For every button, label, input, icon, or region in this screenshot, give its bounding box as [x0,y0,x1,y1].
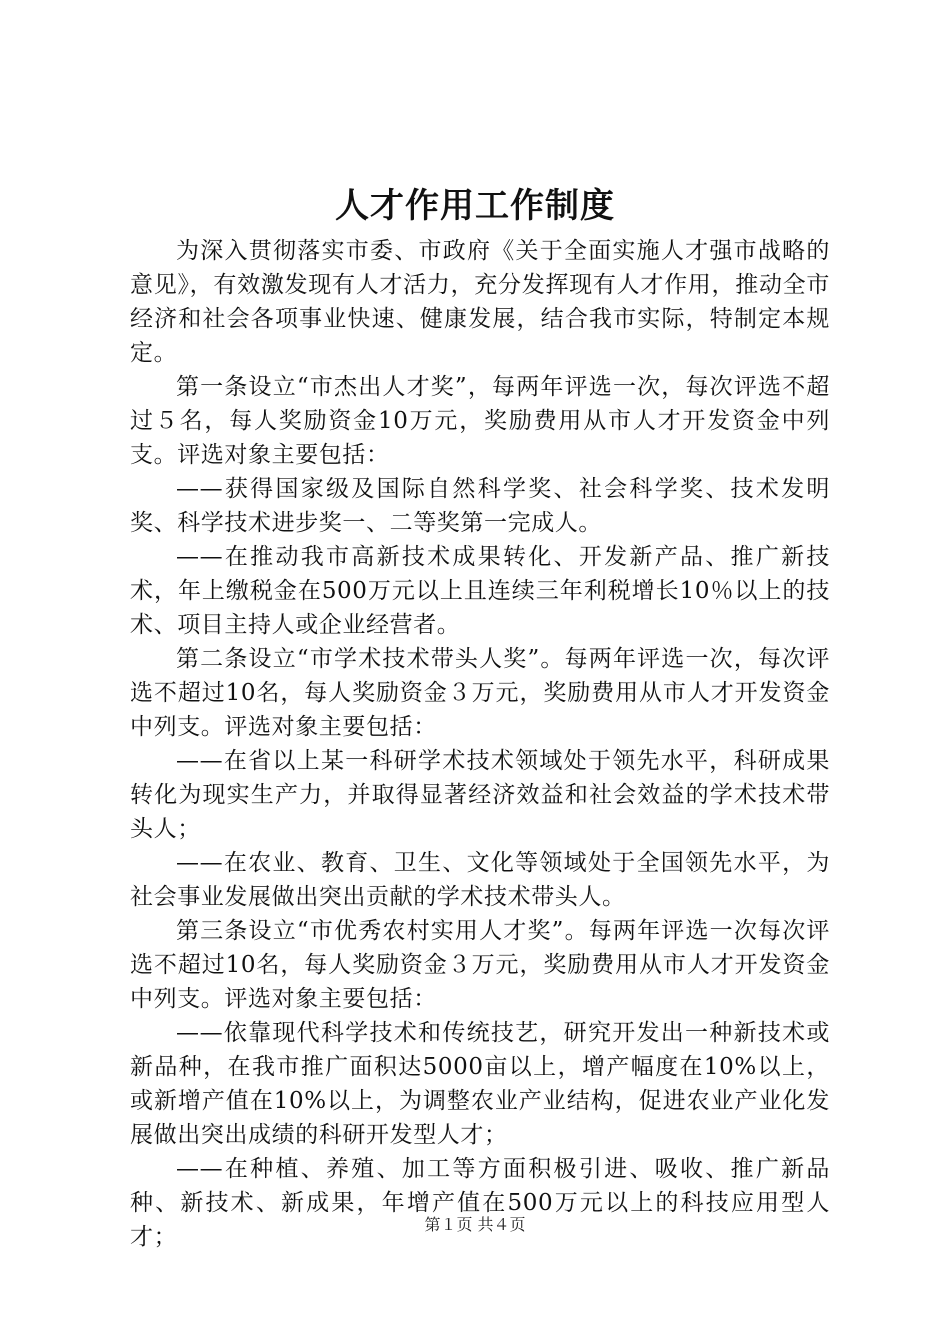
article-1-paragraph: 第一条设立“市杰出人才奖”，每两年评选一次，每次评选不超过５名，每人奖励资金10万元，奖励费用从市人才开发资金中列支。评选对象主要包括： [130,374,830,468]
article-3-item-1: ——依靠现代科学技术和传统技艺，研究开发出一种新技术或新品种，在我市推广面积达5000亩以上，增产幅度在10%以上，或新增产值在10%以上，为调整农业产业结构，促进农业产业化发展做出突出成绩的科研开发型人才； [130,1020,830,1148]
article-2-item-2: ——在农业、教育、卫生、文化等领域处于全国领先水平，为社会事业发展做出突出贡献的学术技术带头人。 [130,850,830,910]
article-3-paragraph: 第三条设立“市优秀农村实用人才奖”。每两年评选一次每次评选不超过10名，每人奖励资金３万元，奖励费用从市人才开发资金中列支。评选对象主要包括： [130,918,830,1012]
page-footer: 第１页 共４页 [424,1215,526,1234]
article-1-item-2: ——在推动我市高新技术成果转化、开发新产品、推广新技术，年上缴税金在500万元以上且连续三年利税增长10％以上的技术、项目主持人或企业经营者。 [130,544,830,638]
document-title: 人才作用工作制度 [335,186,615,226]
document-body [130,234,830,1254]
article-3-item-2: ——在种植、养殖、加工等方面积极引进、吸收、推广新品种、新技术、新成果，年增产值在500万元以上的科技应用型人才； [130,1156,830,1250]
article-2-item-1: ——在省以上某一科研学术技术领域处于领先水平，科研成果转化为现实生产力，并取得显著经济效益和社会效益的学术技术带头人； [130,748,830,842]
article-1-item-1: ——获得国家级及国际自然科学奖、社会科学奖、技术发明奖、科学技术进步奖一、二等奖第一完成人。 [130,476,830,536]
intro-paragraph: 为深入贯彻落实市委、市政府《关于全面实施人才强市战略的意见》，有效激发现有人才活力，充分发挥现有人才作用，推动全市经济和社会各项事业快速、健康发展，结合我市实际，特制定本规定。 [130,238,830,366]
article-2-paragraph: 第二条设立“市学术技术带头人奖”。每两年评选一次，每次评选不超过10名，每人奖励资金３万元，奖励费用从市人才开发资金中列支。评选对象主要包括： [130,646,830,740]
